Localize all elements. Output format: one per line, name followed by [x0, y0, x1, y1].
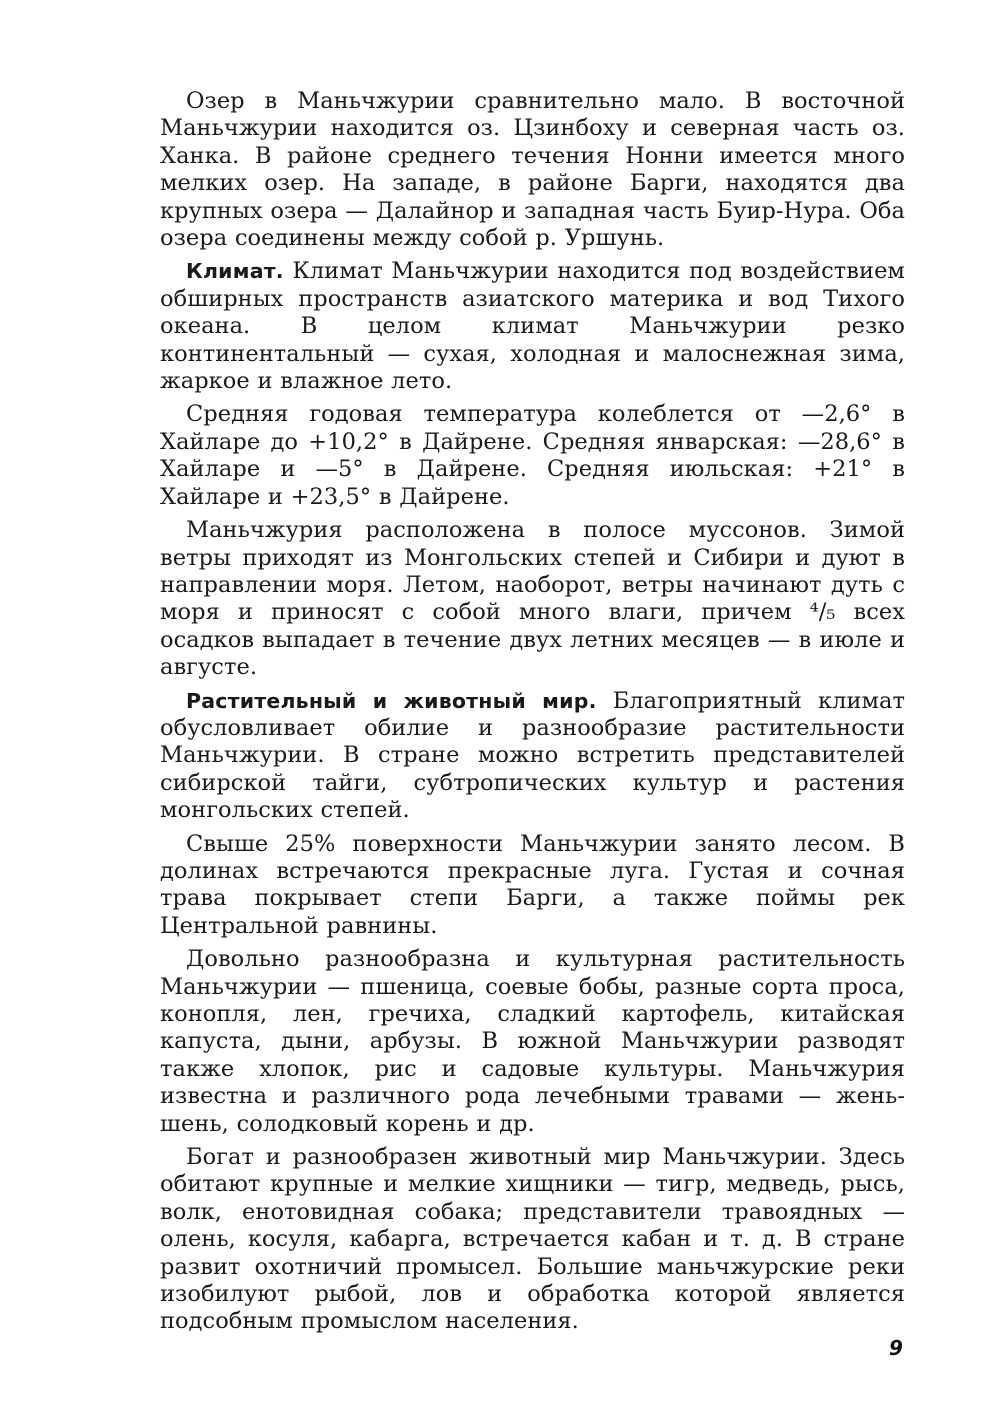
- section-heading-climate: Климат.: [186, 259, 284, 284]
- paragraph-crops: [160, 946, 905, 1138]
- paragraph-text: Благоприятный климат обусловливает обилие и разнообразие растительности Маньчжурии. В стране можно встретить представителей сибирской тайги, субтропических культур и растения монгольских степей.: [160, 687, 905, 824]
- paragraph-text: Озер в Маньчжурии сравнительно мало. В восточной Маньчжурии находится оз. Цзинбоху и северная часть оз. Ханка. В районе среднего течения Нонни имеется много мелких озер. На западе, в районе Барги, находятся два крупных озера — Далайнор и западная часть Буир-Нура. Оба озера соединены между собой р. Уршунь.: [160, 88, 905, 252]
- page-number: 9: [889, 1336, 903, 1360]
- paragraph-forests: [160, 831, 905, 941]
- page-body: [160, 88, 905, 1342]
- paragraph-flora-fauna: [160, 688, 905, 825]
- paragraph-lakes: [160, 88, 905, 252]
- paragraph-temperature: [160, 401, 905, 511]
- paragraph-climate: [160, 258, 905, 395]
- section-heading-flora-fauna: Растительный и животный мир.: [186, 688, 597, 713]
- paragraph-text: Богат и разнообразен животный мир Маньчжурии. Здесь обитают крупные и мелкие хищники — тигр, медведь, рысь, волк, енотовидная собака; представители травоядных — олень, косуля, кабарга, встречается кабан и т. д. В стране развит охотничий промысел. Большие маньчжурские реки изобилуют рыбой, лов и обработка которой является подсобным промыслом населения.: [160, 1144, 905, 1335]
- paragraph-text: Средняя годовая температура колеблется от —2,6° в Хайларе до +10,2° в Дайрене. Средняя январская: —28,6° в Хайларе и —5° в Дайрене. Средняя июльская: +21° в Хайларе и +23,5° в Дайрене.: [160, 401, 905, 510]
- paragraph-text: Довольно разнообразна и культурная растительность Маньчжурии — пшеница, соевые бобы, разные сорта проса, конопля, лен, гречиха, сладкий картофель, китайская капуста, дыни, арбузы. В южной Маньчжурии разводят также хлопок, рис и садовые культуры. Маньчжурия известна и различного рода лечебными травами — жень-шень, солодковый корень и др.: [160, 946, 905, 1137]
- paragraph-monsoons: [160, 517, 905, 681]
- paragraph-text: Климат Маньчжурии находится под воздействием обширных пространств азиатского материка и вод Тихого океана. В целом климат Маньчжурии резко континентальный — сухая, холодная и малоснежная зима, жаркое и влажное лето.: [160, 258, 905, 395]
- paragraph-text: Свыше 25% поверхности Маньчжурии занято лесом. В долинах встречаются прекрасные луга. Густая и сочная трава покрывает степи Барги, а также поймы рек Центральной равнины.: [160, 830, 905, 939]
- paragraph-animals: [160, 1144, 905, 1336]
- paragraph-text: Маньчжурия расположена в полосе муссонов. Зимой ветры приходят из Монгольских степей и Сибири и дуют в направлении моря. Летом, наоборот, ветры начинают дуть с моря и приносят с собой много влаги, причем ⁴/₅ всех осадков выпадает в течение двух летних месяцев — в июле и августе.: [160, 517, 905, 681]
